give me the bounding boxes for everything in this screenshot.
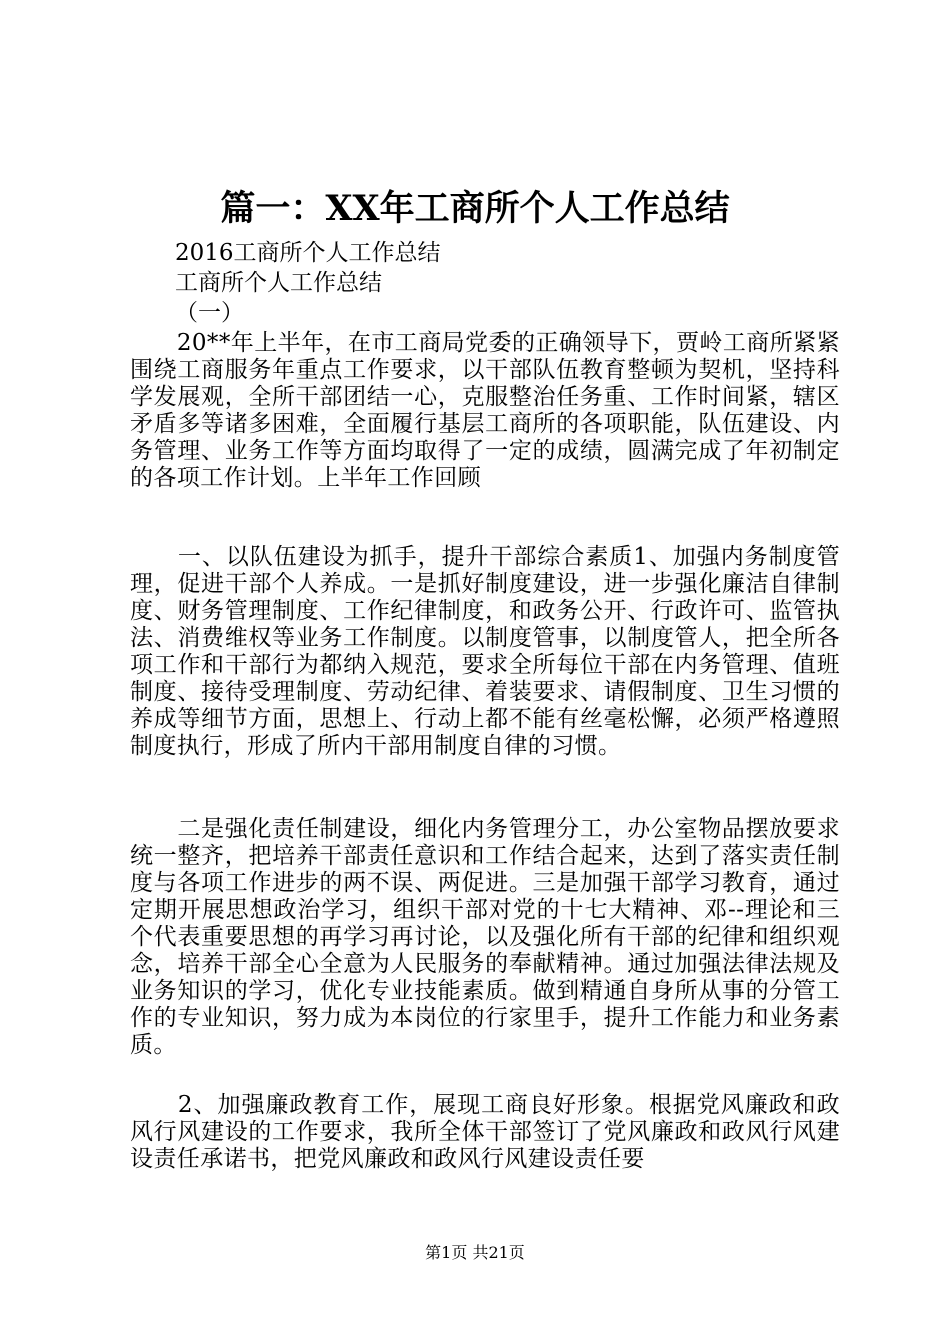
subtitle-line: 工商所个人工作总结 — [175, 270, 382, 296]
body-paragraph: 20**年上半年，在市工商局党委的正确领导下，贾岭工商所紧紧围绕工商服务年重点工作要求，以干部队伍教育整顿为契机，坚持科学发展观，全所干部团结一心，克服整治任务重、工作时间紧，辖区矛盾多等诸多困难，全面履行基层工商所的各项职能，队伍建设、内务管理、业务工作等方面均取得了一定的成绩，圆满完成了年初制定的各项工作计划。上半年工作回顾 — [130, 330, 840, 491]
subtitle-line: 2016工商所个人工作总结 — [175, 240, 441, 266]
page-footer: 第1页 共21页 — [425, 1243, 525, 1262]
body-paragraph: 二是强化责任制建设，细化内务管理分工，办公室物品摆放要求统一整齐，把培养干部责任意识和工作结合起来，达到了落实责任制度与各项工作进步的两不误、两促进。三是加强干部学习教育，通过定期开展思想政治学习，组织干部对党的十七大精神、邓--理论和三个代表重要思想的再学习再讨论，以及强化所有干部的纪律和组织观念，培养干部全心全意为人民服务的奉献精神。通过加强法律法规及业务知识的学习，优化专业技能素质。做到精通自身所从事的分管工作的专业知识，努力成为本岗位的行家里手，提升工作能力和业务素质。 — [130, 816, 840, 1058]
body-paragraph: 一、以队伍建设为抓手，提升干部综合素质1、加强内务制度管理，促进干部个人养成。一是抓好制度建设，进一步强化廉洁自律制度、财务管理制度、工作纪律制度，和政务公开、行政许可、监管执法、消费维权等业务工作制度。以制度管事，以制度管人，把全所各项工作和干部行为都纳入规范，要求全所每位干部在内务管理、值班制度、接待受理制度、劳动纪律、着装要求、请假制度、卫生习惯的养成等细节方面，思想上、行动上都不能有丝毫松懈，必须严格遵照制度执行，形成了所内干部用制度自律的习惯。 — [130, 544, 840, 759]
page-title: 篇一：XX年工商所个人工作总结 — [220, 188, 730, 229]
section-number: （一） — [175, 300, 244, 326]
body-paragraph: 2、加强廉政教育工作，展现工商良好形象。根据党风廉政和政风行风建设的工作要求，我所全体干部签订了党风廉政和政风行风建设责任承诺书，把党风廉政和政风行风建设责任要 — [130, 1092, 840, 1172]
